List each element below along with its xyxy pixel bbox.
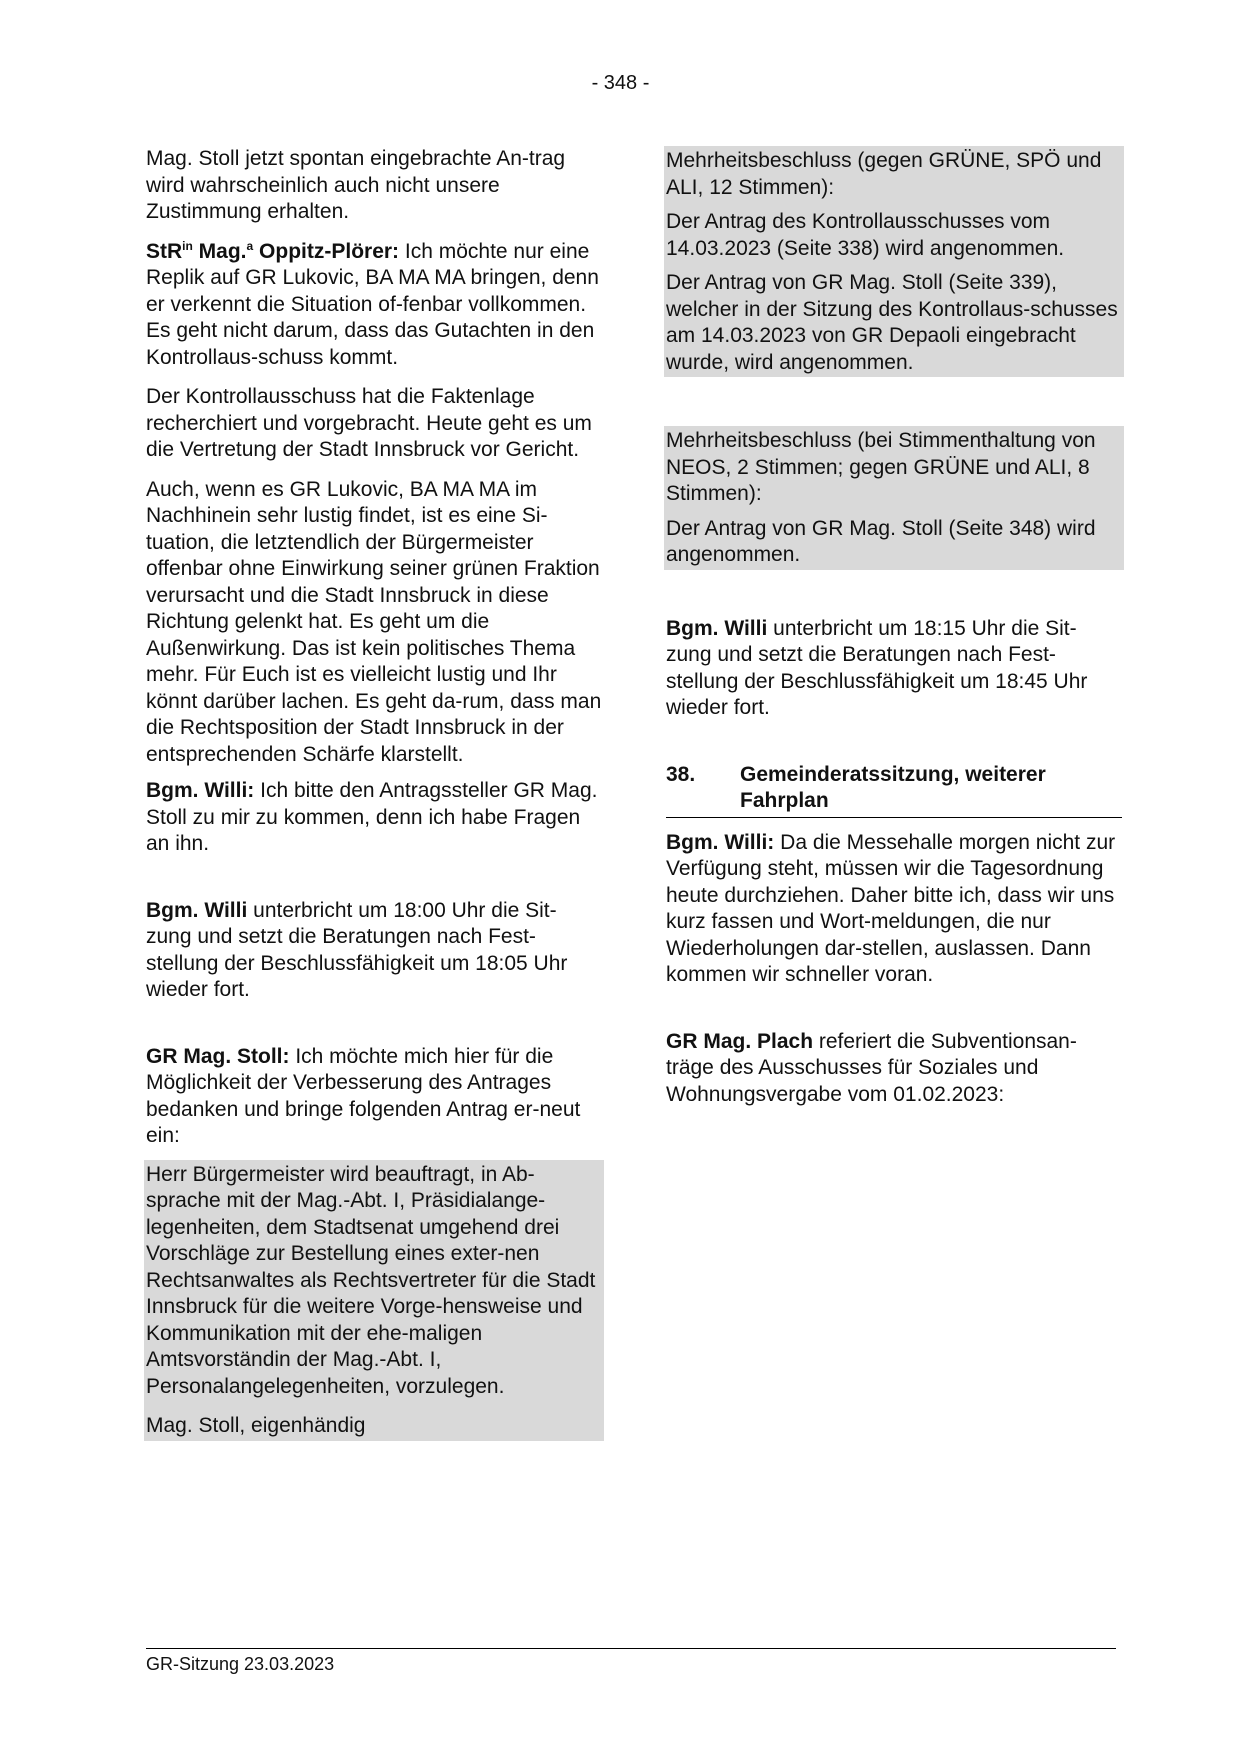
footer-text: GR-Sitzung 23.03.2023 xyxy=(146,1654,335,1674)
right-column xyxy=(666,146,1122,1121)
left-paragraph-3: Der Kontrollausschuss hat die Faktenlage recherchiert und vorgebracht. Heute geht es um die Vertretung der Stadt Innsbruck vor Gericht. xyxy=(146,385,592,461)
resolution-result: Mehrheitsbeschluss (gegen GRÜNE, SPÖ und ALI, 12 Stimmen): xyxy=(666,149,1102,199)
motion-signature: Mag. Stoll, eigenhändig xyxy=(146,1414,366,1437)
speaker-name: GR Mag. Stoll: xyxy=(146,1044,290,1068)
right-paragraph-3: GR Mag. Plach referiert die Subventionsan-träge des Ausschusses für Soziales und Wohnungsvergabe vom 01.02.2023: xyxy=(666,1029,1077,1106)
resolution-result: Mehrheitsbeschluss (bei Stimmenthaltung von NEOS, 2 Stimmen; gegen GRÜNE und ALI, 8 Stimmen): xyxy=(666,429,1096,505)
speaker-name: GR Mag. Plach xyxy=(666,1029,814,1053)
agenda-title: Gemeinderatssitzung, weiterer Fahrplan xyxy=(740,762,1046,812)
resolution-item: Der Antrag von GR Mag. Stoll (Seite 348) wird angenommen. xyxy=(666,516,1096,566)
left-paragraph-1: Mag. Stoll jetzt spontan eingebrachte An-trag wird wahrscheinlich auch nicht unsere Zustimmung erhalten. xyxy=(146,147,566,223)
right-paragraph-1: Bgm. Willi unterbricht um 18:15 Uhr die Sit-zung und setzt die Beratungen nach Fest-stellung der Beschlussfähigkeit um 18:45 Uhr wieder fort. xyxy=(666,616,1088,719)
left-paragraph-6: Bgm. Willi unterbricht um 18:00 Uhr die Sit-zung und setzt die Beratungen nach Fest-stellung der Beschlussfähigkeit um 18:05 Uhr wieder fort. xyxy=(146,898,568,1001)
speaker-name: Bgm. Willi xyxy=(146,898,248,922)
motion-text: Herr Bürgermeister wird beauftragt, in Ab-sprache mit der Mag.-Abt. I, Präsidialange-legenheiten, dem Stadtsenat umgehend drei Vorschläge zur Bestellung eines exter-nen Rechtsanwaltes als Rechtsvertreter für die Stadt Innsbruck für die weitere Vorge-hensweise und Kommunikation mit der ehe-maligen Amtsvorständin der Mag.-Abt. I, Personalangelegenheiten, vorzulegen. xyxy=(146,1162,596,1398)
speaker-name: Bgm. Willi: xyxy=(666,830,775,854)
speaker-name: Bgm. Willi xyxy=(666,616,768,640)
left-paragraph-4: Auch, wenn es GR Lukovic, BA MA MA im Nachhinein sehr lustig findet, ist es eine Si-tuation, die letztendlich der Bürgermeister offenbar ohne Einwirkung seiner grünen Fraktion verursacht und die Stadt Innsbruck in diese Richtung gelenkt hat. Es geht um die Außenwirkung. Das ist kein politisches Thema mehr. Für Euch ist es vielleicht lustig und Ihr könnt darüber lachen. Es geht da-rum, dass man die Rechtsposition der Stadt Innsbruck in der entsprechenden Schärfe klarstellt. xyxy=(146,477,602,766)
speaker-name: StR$^{in}$ Mag.$^a$ Oppitz-Plörer: xyxy=(146,238,400,263)
page-number: - 348 - xyxy=(591,72,650,94)
footer-divider xyxy=(146,1648,1116,1649)
resolution-box-1 xyxy=(664,146,1124,377)
motion-text-box xyxy=(144,1160,604,1441)
left-paragraph-2: StR$^{in}$ Mag.$^a$ Oppitz-Plörer: Ich möchte nur eine Replik auf GR Lukovic, BA MA MA bringen, denn er verkennt die Situation of-fenbar vollkommen. Es geht nicht darum, dass das Gutachten in den Kontrollaus-schuss kommt. xyxy=(146,238,599,369)
speaker-name: Bgm. Willi: xyxy=(146,779,255,802)
left-paragraph-5: Bgm. Willi: Ich bitte den Antragssteller GR Mag. Stoll zu mir zu kommen, denn ich habe Fragen an ihn. xyxy=(146,779,598,855)
right-paragraph-2: Bgm. Willi: Da die Messehalle morgen nicht zur Verfügung steht, müssen wir die Tagesordnung heute durchziehen. Daher bitte ich, dass wir uns kurz fassen und Wort-meldungen, die nur Wiederholungen dar-stellen, auslassen. Dann kommen wir schneller voran. xyxy=(666,830,1116,986)
resolution-item: Der Antrag von GR Mag. Stoll (Seite 339), welcher in der Sitzung des Kontrollaus-schusses am 14.03.2023 von GR Depaoli eingebracht wurde, wird angenommen. xyxy=(666,271,1118,374)
agenda-number: 38. xyxy=(666,762,696,786)
agenda-heading xyxy=(666,762,1122,818)
resolution-item: Der Antrag des Kontrollausschusses vom 14.03.2023 (Seite 338) wird angenommen. xyxy=(666,210,1065,260)
left-column xyxy=(146,146,602,1441)
resolution-box-2 xyxy=(664,426,1124,570)
left-paragraph-7: GR Mag. Stoll: Ich möchte mich hier für die Möglichkeit der Verbesserung des Antrages bedanken und bringe folgenden Antrag er-neut ein: xyxy=(146,1044,581,1147)
